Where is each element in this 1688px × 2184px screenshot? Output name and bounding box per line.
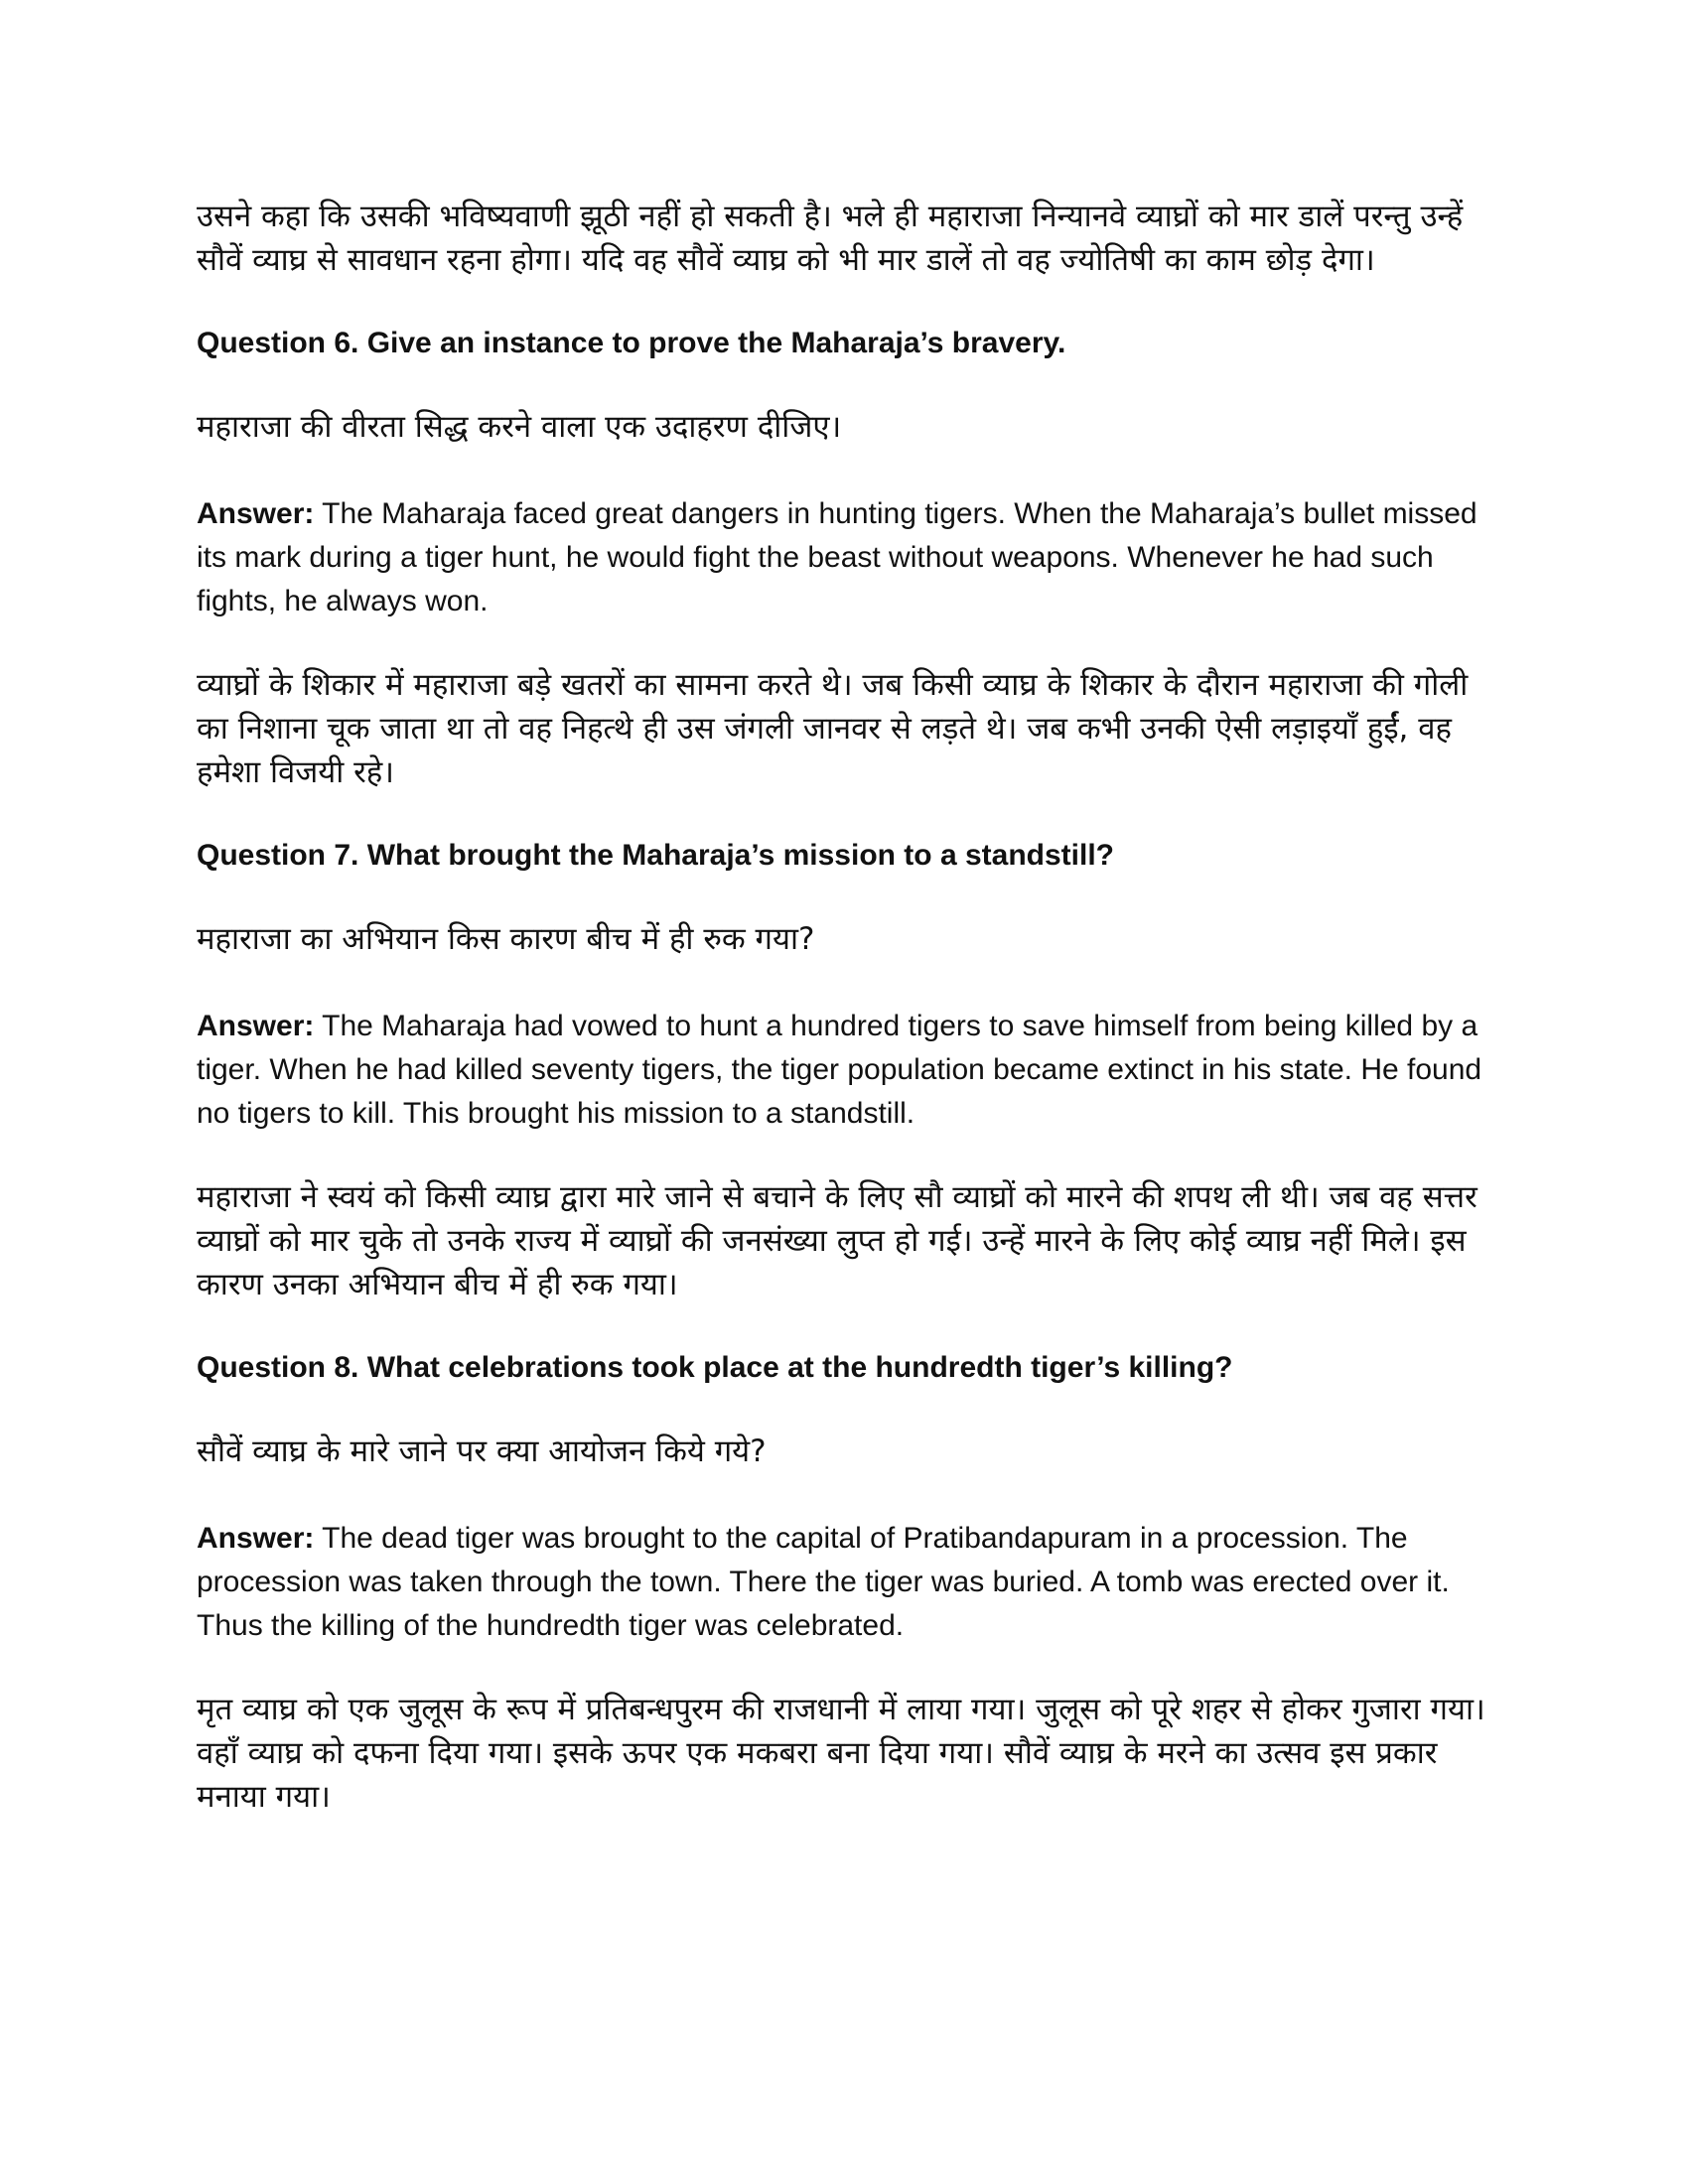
document-page: [197, 195, 1502, 1819]
question-6-answer: [197, 492, 1502, 623]
question-6-hindi: महाराजा की वीरता सिद्ध करने वाला एक उदाहरण दीजिए।: [197, 409, 842, 445]
answer-text: The Maharaja faced great dangers in hunting tigers. When the Maharaja’s bullet missed its mark during a tiger hunt, he would fight the beast without weapons. Whenever he had such fights, he always won.: [197, 497, 1477, 617]
question-8-heading: Question 8. What celebrations took place at the hundredth tiger’s killing?: [197, 1351, 1233, 1384]
question-6-answer-hindi: व्याघ्रों के शिकार में महाराजा बड़े खतरों का सामना करते थे। जब किसी व्याघ्र के शिकार के दौरान महाराजा की गोली का निशाना चूक जाता था तो वह निहत्थे ही उस जंगली जानवर से लड़ते थे। जब कभी उनकी ऐसी लड़ाइयाँ हुईं, वह हमेशा विजयी रहे।: [197, 667, 1469, 790]
question-7-answer-hindi: महाराजा ने स्वयं को किसी व्याघ्र द्वारा मारे जाने से बचाने के लिए सौ व्याघ्रों को मारने की शपथ ली थी। जब वह सत्तर व्याघ्रों को मार चुके तो उनके राज्य में व्याघ्रों की जनसंख्या लुप्त हो गई। उन्हें मारने के लिए कोई व्याघ्र नहीं मिले। इस कारण उनका अभियान बीच में ही रुक गया।: [197, 1179, 1477, 1302]
answer-text: The dead tiger was brought to the capital of Pratibandapuram in a procession. The procession was taken through the town. There the tiger was buried. A tomb was erected over it. Thus the killing of the hundredth tiger was celebrated.: [197, 1522, 1450, 1642]
question-8-answer-hindi: मृत व्याघ्र को एक जुलूस के रूप में प्रतिबन्धपुरम की राजधानी में लाया गया। जुलूस को पूरे शहर से होकर गुजारा गया। वहाँ व्याघ्र को दफना दिया गया। इसके ऊपर एक मकबरा बना दिया गया। सौवें व्याघ्र के मरने का उत्सव इस प्रकार मनाया गया।: [197, 1692, 1485, 1815]
answer-label: Answer:: [197, 497, 315, 530]
question-8-hindi: सौवें व्याघ्र के मारे जाने पर क्या आयोजन किये गये?: [197, 1433, 767, 1469]
question-7-answer: [197, 1005, 1502, 1136]
question-8-answer: [197, 1517, 1502, 1648]
answer-text: The Maharaja had vowed to hunt a hundred tigers to save himself from being killed by a tiger. When he had killed seventy tigers, the tiger population became extinct in his state. He found no tigers to kill. This brought his mission to a standstill.: [197, 1010, 1482, 1130]
answer-label: Answer:: [197, 1522, 315, 1555]
question-6-heading: Question 6. Give an instance to prove the Maharaja’s bravery.: [197, 327, 1066, 359]
intro-hindi-paragraph: उसने कहा कि उसकी भविष्यवाणी झूठी नहीं हो सकती है। भले ही महाराजा निन्यानवे व्याघ्रों को मार डालें परन्तु उन्हें सौवें व्याघ्र से सावधान रहना होगा। यदि वह सौवें व्याघ्र को भी मार डालें तो वह ज्योतिषी का काम छोड़ देगा।: [197, 199, 1464, 278]
question-7-hindi: महाराजा का अभियान किस कारण बीच में ही रुक गया?: [197, 921, 815, 957]
question-7-heading: Question 7. What brought the Maharaja’s mission to a standstill?: [197, 839, 1114, 872]
answer-label: Answer:: [197, 1010, 315, 1042]
